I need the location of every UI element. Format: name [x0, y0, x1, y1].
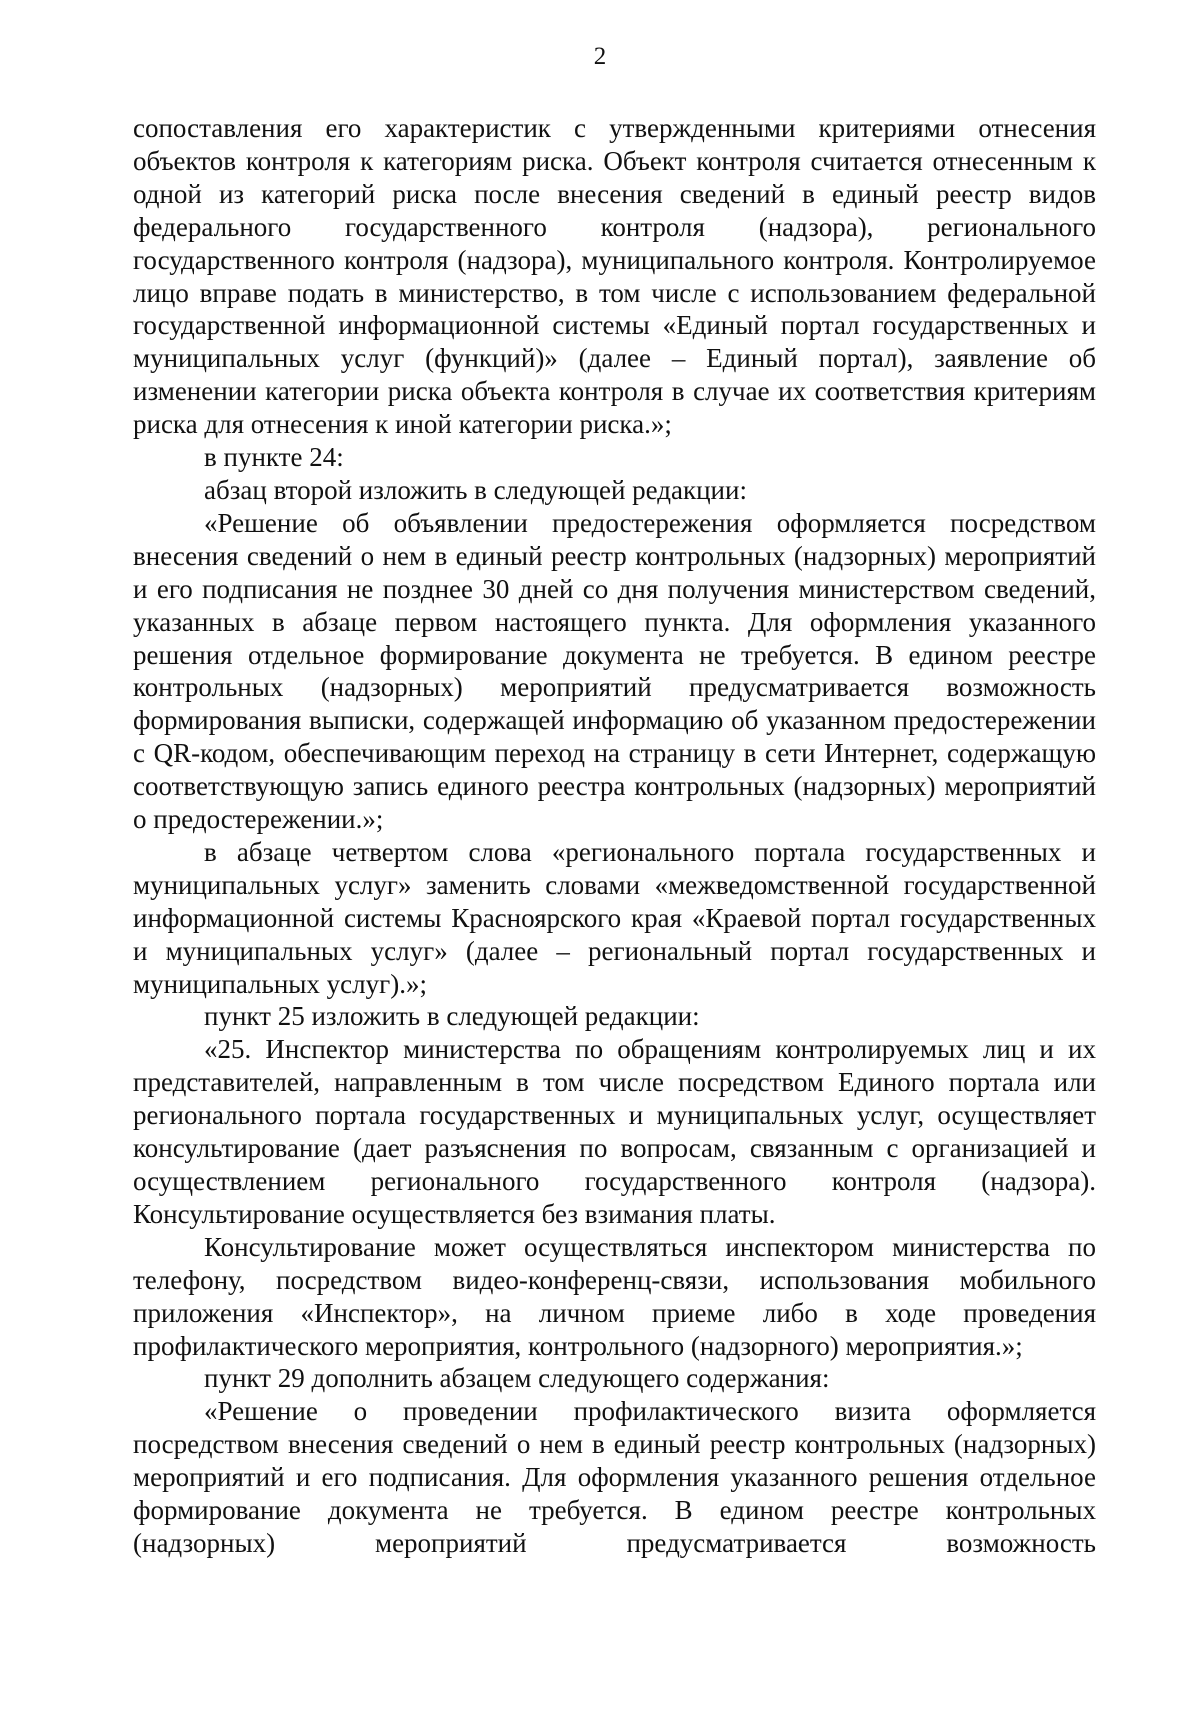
paragraph-point-29-intro: пункт 29 дополнить абзацем следующего содержания: — [204, 1363, 830, 1394]
page-number: 2 — [593, 43, 607, 70]
paragraph-point-25-intro: пункт 25 изложить в следующей редакции: — [204, 1001, 700, 1032]
paragraph-consulting: Консультирование может осуществляться инспектором министерства по телефону, посредством видео-конференц-связи, использования мобильного приложения «Инспектор», на личном приеме либо в ходе проведения профилактического мероприятия, контрольного (надзорного) мероприятия.»; — [133, 1231, 1096, 1361]
paragraph-point-24: в пункте 24: — [204, 442, 344, 473]
paragraph-prophylactic-visit: «Решение о проведении профилактического визита оформляется посредством внесения сведений о нем в единый реестр контрольных (надзорных) мероприятий и его подписания. Для оформления указанного решения отдельное формирование документа не требуется. В едином реестре контрольных (надзорных) мероприятий предусматривается возможность — [133, 1396, 1096, 1558]
paragraph-warning-decision: «Решение об объявлении предостережения оформляется посредством внесения сведений о нем в единый реестр контрольных (надзорных) мероприятий и его подписания не позднее 30 дней со дня получения министерством сведений, указанных в абзаце первом настоящего пункта. Для оформления указанного решения отдельное формирование документа не требуется. В едином реестре контрольных (надзорных) мероприятий предусматривается возможность формирования выписки, содержащей информацию об указанном предостережении с QR-кодом, обеспечивающим переход на страницу в сети Интернет, содержащую соответствующую запись единого реестра контрольных (надзорных) мероприятий о предостережении.»; — [133, 507, 1096, 835]
paragraph-fourth-abzac: в абзаце четвертом слова «регионального портала государственных и муниципальных услуг» заменить словами «межведомственной государственной информационной системы Красноярского края «Краевой портал государственных и муниципальных услуг» (далее – региональный портал государственных и муниципальных услуг).»; — [133, 836, 1096, 999]
paragraph-point-25: «25. Инспектор министерства по обращениям контролируемых лиц и их представителей, направленным в том числе посредством Единого портала или регионального портала государственных и муниципальных услуг, осуществляет консультирование (дает разъяснения по вопросам, связанным с организацией и осуществлением регионального государственного контроля (надзора). Консультирование осуществляется без взимания платы. — [133, 1034, 1096, 1229]
paragraph-second-abzac: абзац второй изложить в следующей редакции: — [204, 474, 747, 505]
document-body — [133, 112, 1096, 1560]
paragraph-continuation: сопоставления его характеристик с утвержденными критериями отнесения объектов контроля к категориям риска. Объект контроля считается отнесенным к одной из категорий риска после внесения сведений в единый реестр видов федерального государственного контроля (надзора), регионального государственного контроля (надзора), муниципального контроля. Контролируемое лицо вправе подать в министерство, в том числе с использованием федеральной государственной информационной системы «Единый портал государственных и муниципальных услуг (функций)» (далее – Единый портал), заявление об изменении категории риска объекта контроля в случае их соответствия критериям риска для отнесения к иной категории риска.»; — [133, 113, 1096, 440]
